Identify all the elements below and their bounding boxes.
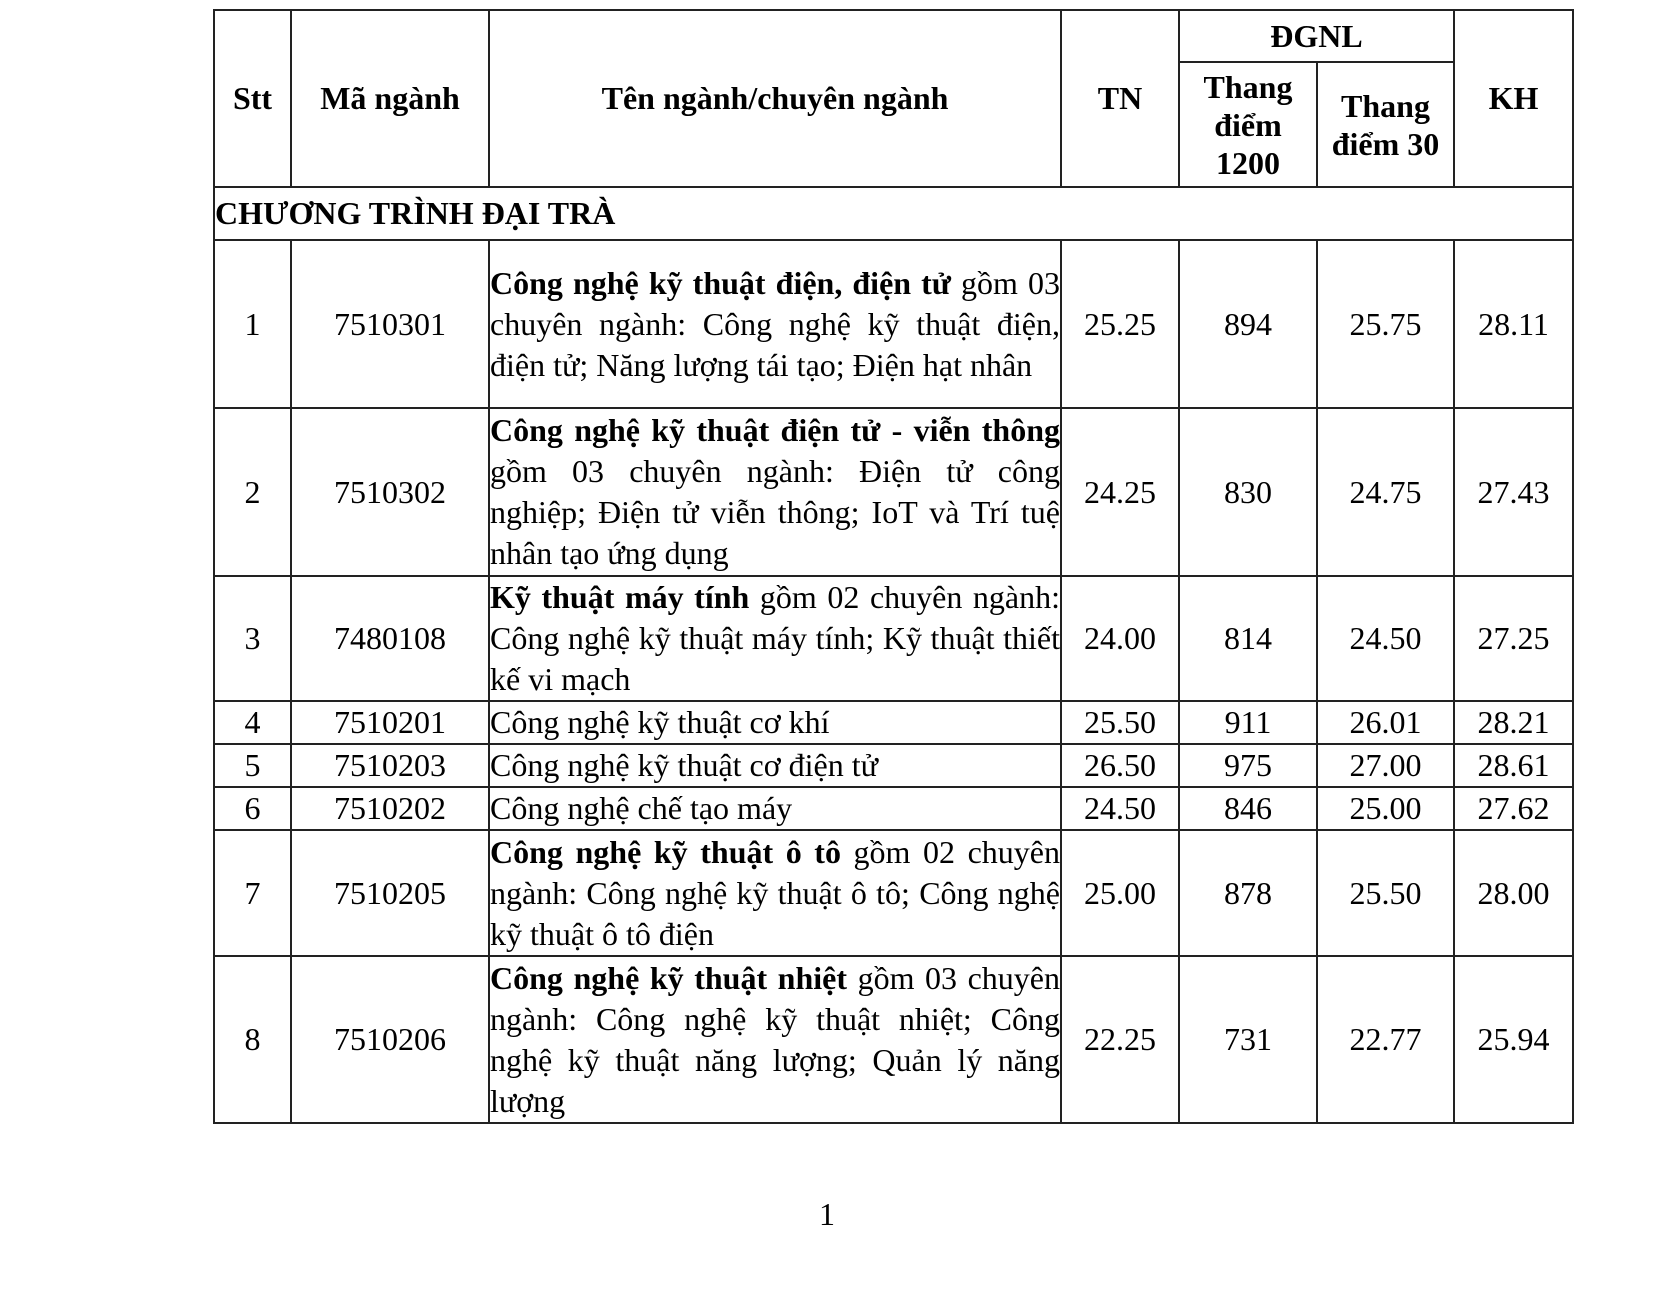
- cell-code: 7510205: [291, 830, 489, 956]
- cell-tn: 25.25: [1061, 240, 1179, 408]
- cell-kh: 27.43: [1454, 408, 1573, 576]
- header-name: Tên ngành/chuyên ngành: [489, 10, 1061, 187]
- section-title: CHƯƠNG TRÌNH ĐẠI TRÀ: [214, 187, 1573, 240]
- cell-code: 7510206: [291, 956, 489, 1123]
- cell-dgnl-1200: 911: [1179, 701, 1317, 744]
- cell-name: [489, 744, 1061, 787]
- table-row: [214, 576, 1573, 701]
- table-row: [214, 830, 1573, 956]
- cell-stt: 4: [214, 701, 291, 744]
- cell-tn: 24.50: [1061, 787, 1179, 830]
- table-row: [214, 408, 1573, 576]
- cell-code: 7510201: [291, 701, 489, 744]
- cell-dgnl-30: 22.77: [1317, 956, 1454, 1123]
- major-description: gồm 03 chuyên ngành: Điện tử công nghiệp; Điện tử viễn thông; IoT và Trí tuệ nhân tạo ứng dụng: [490, 453, 1060, 571]
- cell-kh: 28.00: [1454, 830, 1573, 956]
- cell-stt: 3: [214, 576, 291, 701]
- cell-kh: 28.11: [1454, 240, 1573, 408]
- header-stt: Stt: [214, 10, 291, 187]
- table-row: [214, 240, 1573, 408]
- cell-dgnl-1200: 814: [1179, 576, 1317, 701]
- cell-dgnl-30: 24.75: [1317, 408, 1454, 576]
- cell-code: 7510301: [291, 240, 489, 408]
- major-description: gồm 03 chuyên ngành: Công nghệ kỹ thuật nhiệt; Công nghệ kỹ thuật năng lượng; Quản lý năng lượng: [490, 959, 1061, 1119]
- cell-dgnl-30: 25.75: [1317, 240, 1454, 408]
- cell-kh: 28.21: [1454, 701, 1573, 744]
- cell-tn: 25.50: [1061, 701, 1179, 744]
- header-tn: TN: [1061, 10, 1179, 187]
- cell-stt: 1: [214, 240, 291, 408]
- cell-kh: 27.25: [1454, 576, 1573, 701]
- cell-kh: 27.62: [1454, 787, 1573, 830]
- cell-name: [489, 701, 1061, 744]
- cell-dgnl-1200: 975: [1179, 744, 1317, 787]
- table-row: [214, 701, 1573, 744]
- header-dgnl: ĐGNL: [1179, 10, 1454, 62]
- major-description: gồm 02 chuyên ngành: Công nghệ kỹ thuật máy tính; Kỹ thuật thiết kế vi mạch: [490, 579, 1061, 697]
- cell-stt: 8: [214, 956, 291, 1123]
- major-description: Công nghệ kỹ thuật cơ khí: [490, 704, 830, 740]
- cell-code: 7510203: [291, 744, 489, 787]
- cell-dgnl-1200: 731: [1179, 956, 1317, 1123]
- cell-name: [489, 576, 1061, 701]
- cell-code: 7510202: [291, 787, 489, 830]
- cell-tn: 25.00: [1061, 830, 1179, 956]
- cell-name: [489, 240, 1061, 408]
- cell-code: 7510302: [291, 408, 489, 576]
- major-description: gồm 03 chuyên ngành: Công nghệ kỹ thuật điện, điện tử; Năng lượng tái tạo; Điện hạt nhân: [490, 264, 1061, 383]
- major-name-bold: Công nghệ kỹ thuật nhiệt: [490, 959, 848, 996]
- major-name-bold: Công nghệ kỹ thuật điện, điện tử: [490, 264, 951, 301]
- major-name-bold: Kỹ thuật máy tính: [490, 579, 750, 615]
- cell-tn: 24.00: [1061, 576, 1179, 701]
- table-row: [214, 787, 1573, 830]
- section-row: [214, 187, 1573, 240]
- cell-stt: 6: [214, 787, 291, 830]
- cell-name: [489, 787, 1061, 830]
- cell-dgnl-30: 24.50: [1317, 576, 1454, 701]
- header-dgnl-1200: Thang điểm 1200: [1179, 62, 1317, 187]
- cell-tn: 22.25: [1061, 956, 1179, 1123]
- header-kh: KH: [1454, 10, 1573, 187]
- table-row: [214, 956, 1573, 1123]
- cell-dgnl-30: 26.01: [1317, 701, 1454, 744]
- cell-dgnl-1200: 830: [1179, 408, 1317, 576]
- cell-code: 7480108: [291, 576, 489, 701]
- major-description: gồm 02 chuyên ngành: Công nghệ kỹ thuật ô tô; Công nghệ kỹ thuật ô tô điện: [490, 833, 1061, 952]
- cell-dgnl-1200: 846: [1179, 787, 1317, 830]
- cell-name: [489, 956, 1061, 1123]
- cell-tn: 26.50: [1061, 744, 1179, 787]
- cell-dgnl-1200: 894: [1179, 240, 1317, 408]
- header-code: Mã ngành: [291, 10, 489, 187]
- page-number: 1: [819, 1196, 835, 1232]
- cell-dgnl-1200: 878: [1179, 830, 1317, 956]
- major-description: Công nghệ chế tạo máy: [490, 790, 793, 826]
- cell-stt: 2: [214, 408, 291, 576]
- admission-score-table: [213, 9, 1574, 1124]
- table-row: [214, 744, 1573, 787]
- cell-dgnl-30: 27.00: [1317, 744, 1454, 787]
- cell-kh: 28.61: [1454, 744, 1573, 787]
- header-dgnl-30: Thang điểm 30: [1317, 62, 1454, 187]
- major-description: Công nghệ kỹ thuật cơ điện tử: [490, 747, 878, 783]
- cell-name: [489, 830, 1061, 956]
- major-name-bold: Công nghệ kỹ thuật điện tử - viễn thông: [490, 412, 1060, 448]
- cell-stt: 5: [214, 744, 291, 787]
- major-name-bold: Công nghệ kỹ thuật ô tô: [490, 833, 841, 870]
- cell-kh: 25.94: [1454, 956, 1573, 1123]
- cell-name: [489, 408, 1061, 576]
- cell-stt: 7: [214, 830, 291, 956]
- cell-tn: 24.25: [1061, 408, 1179, 576]
- cell-dgnl-30: 25.00: [1317, 787, 1454, 830]
- cell-dgnl-30: 25.50: [1317, 830, 1454, 956]
